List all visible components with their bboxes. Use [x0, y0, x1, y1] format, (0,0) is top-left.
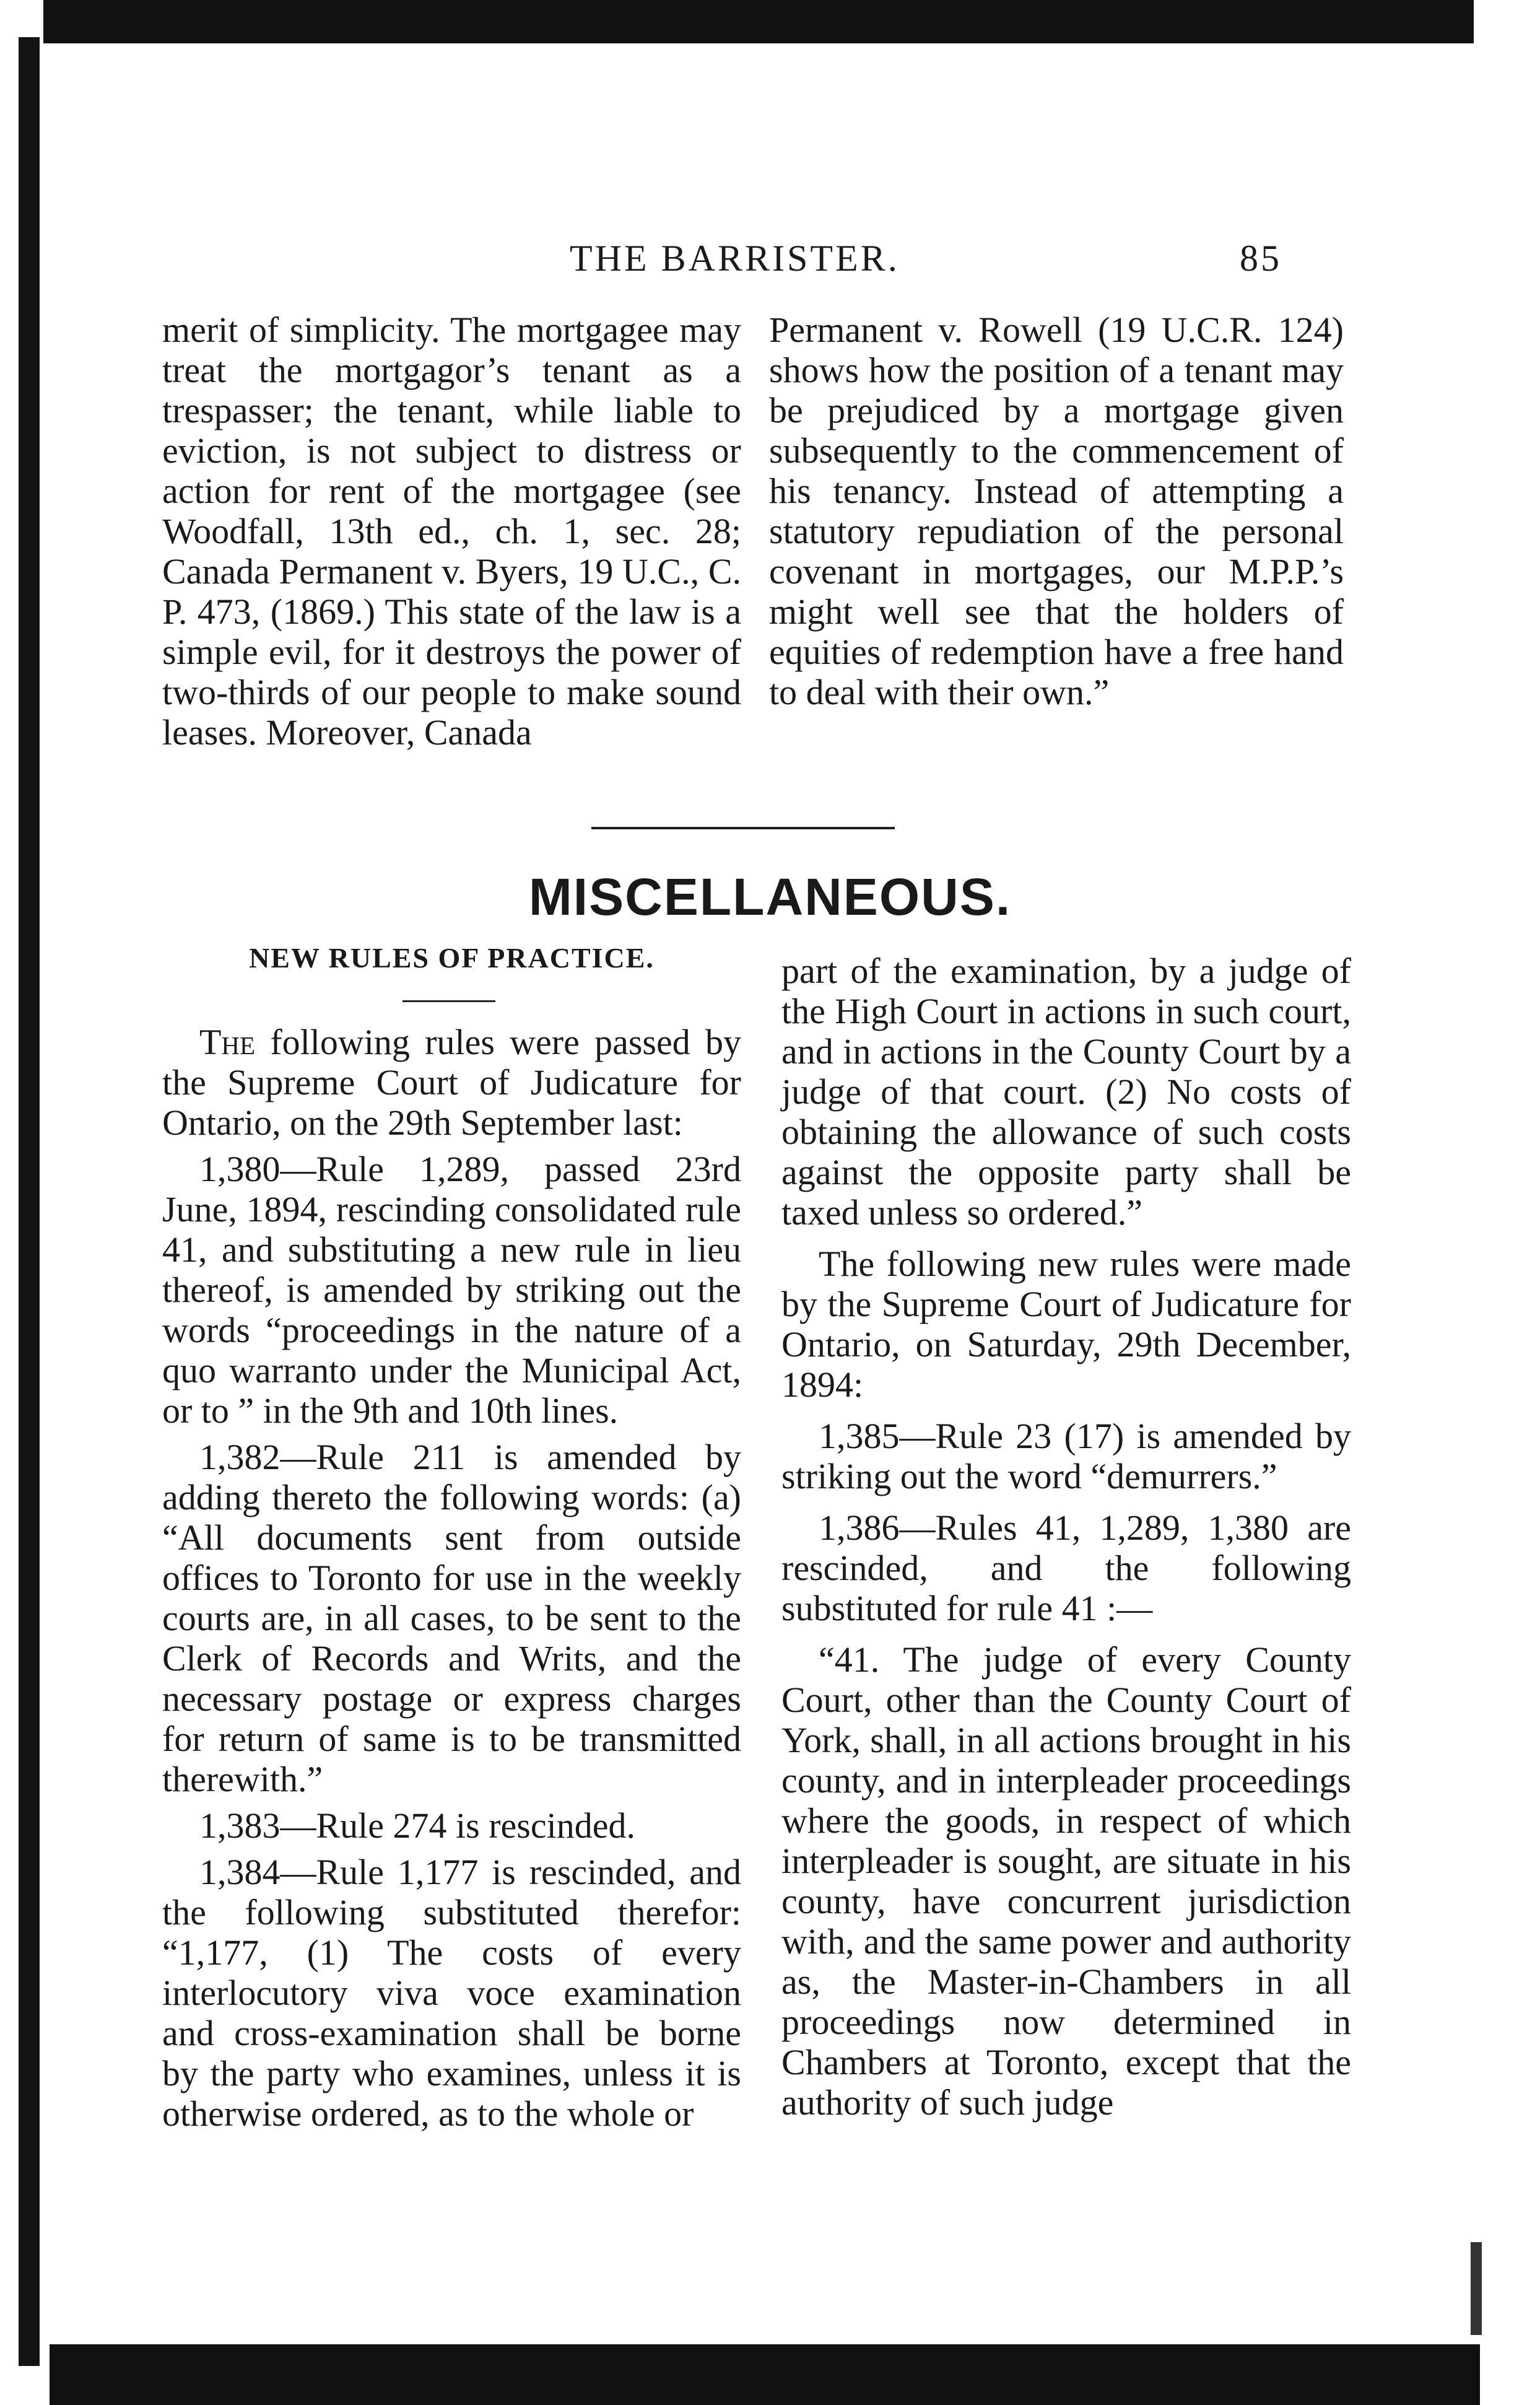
continuation-paragraph: part of the examination, by a judge of the High Court in actions in such court, and in actions in the County Court by a judge of that court. (2) No costs of obtaining the allowance of such costs against the opposite party shall be taxed unless so ordered.” [781, 951, 1351, 1233]
scan-border-bottom [50, 2344, 1480, 2405]
sub-heading-rule [402, 1000, 495, 1002]
intro-smallcaps: The [199, 1022, 256, 1062]
intro-text: following rules were passed by the Supreme Court of Judicature for Ontario, on the 29th September last: [162, 1022, 741, 1143]
bottom-left-column [162, 1022, 741, 2140]
section-heading: MISCELLANEOUS. [528, 868, 1012, 926]
scan-border-left [19, 37, 40, 2366]
rule-1384: 1,384—Rule 1,177 is rescinded, and the following substituted therefor: “1,177, (1) The costs of every interlocutory viva voce examination and cross-examination shall be borne by the party who examines, unless it is otherwise ordered, as to the whole or [162, 1852, 741, 2134]
rule-1386: 1,386—Rules 41, 1,289, 1,380 are rescinded, and the following substituted for rule 41 :— [781, 1508, 1351, 1628]
rule-1380: 1,380—Rule 1,289, passed 23rd June, 1894, rescinding consolidated rule 41, and substituting a new rule in lieu thereof, is amended by striking out the words “proceedings in the nature of a quo warranto under the Municipal Act, or to ” in the 9th and 10th lines. [162, 1149, 741, 1431]
top-left-paragraph: merit of simplicity. The mortgagee may treat the mortgagor’s tenant as a trespasser; the tenant, while liable to eviction, is not subject to distress or action for rent of the mortgagee (see Woodfall, 13th ed., ch. 1, sec. 28; Canada Permanent v. Byers, 19 U.C., C. P. 473, (1869.) This state of the law is a simple evil, for it destroys the power of two-thirds of our people to make sound leases. Moreover, Canada [162, 310, 741, 753]
rule-1382: 1,382—Rule 211 is amended by adding thereto the following words: (a) “All documents sent from outside offices to Toronto for use in the weekly courts are, in all cases, to be sent to the Clerk of Records and Writs, and the necessary postage or express charges for return of same is to be transmitted therewith.” [162, 1437, 741, 1799]
journal-title: THE BARRISTER. [570, 238, 900, 279]
top-right-paragraph: Permanent v. Rowell (19 U.C.R. 124) shows how the position of a tenant may be prejudiced by a mortgage given subsequently to the commencement of his tenancy. Instead of attempting a statutory repudiation of the personal covenant in mortgages, our M.P.P.’s might well see that the holders of equities of redemption have a free hand to deal with their own.” [769, 310, 1344, 712]
rule-1383: 1,383—Rule 274 is rescinded. [199, 1805, 635, 1846]
scan-border-top [43, 0, 1474, 43]
new-rules-intro: The following new rules were made by the Supreme Court of Judicature for Ontario, on Saturday, 29th December, 1894: [781, 1244, 1351, 1405]
page-number: 85 [1240, 238, 1282, 279]
intro-paragraph [162, 1022, 741, 1143]
rule-1385: 1,385—Rule 23 (17) is amended by striking out the word “demurrers.” [781, 1416, 1351, 1496]
top-left-column [162, 310, 741, 753]
running-head [570, 232, 1282, 288]
sub-heading: NEW RULES OF PRACTICE. [249, 942, 655, 974]
top-right-column [769, 310, 1344, 712]
bottom-right-column [781, 951, 1351, 2129]
section-separator-rule [591, 827, 895, 829]
scan-border-right-fleck [1471, 2242, 1482, 2335]
rule-41-text: “41. The judge of every County Court, other than the County Court of York, shall, in all actions brought in his county, and in interpleader proceedings where the goods, in respect of which interpleader is sought, are situate in his county, have concurrent jurisdiction with, and the same power and authority as, the Master-in-Chambers in all proceedings now determined in Chambers at Toronto, except that the authority of such judge [781, 1639, 1351, 2123]
